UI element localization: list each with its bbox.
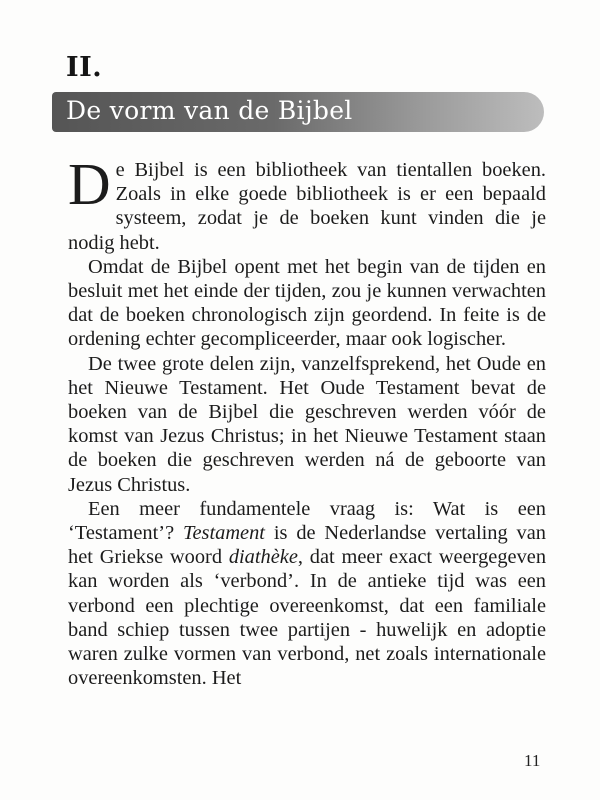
paragraph-4	[68, 497, 546, 691]
paragraph-1	[68, 151, 546, 255]
chapter-title: De vorm van de Bijbel	[66, 96, 353, 125]
paragraph-1-text: e Bijbel is een bibliotheek van tientallen boeken. Zoals in elke goede bibliotheek is er een bepaald systeem, zodat je de boeken kunt vinden die je nodig hebt.	[68, 159, 546, 254]
body-text	[68, 151, 547, 690]
emphasis-testament: Testament	[183, 522, 265, 545]
emphasis-diatheke: diathèke	[228, 546, 298, 569]
page-number: 11	[524, 751, 541, 770]
chapter-number: II.	[66, 52, 103, 83]
paragraph-3: De twee grote delen zijn, vanzelfsprekend, het Oude en het Nieuwe Testament. Het Oude Testament bevat de boeken van de Bijbel die geschreven werden vóór de komst van Jezus Christus; in het Nieuwe Testament staan de boeken die geschreven werden ná de geboorte van Jezus Christus.	[68, 352, 546, 496]
paragraph-4-part-3: , dat meer exact weergegeven kan worden als ‘verbond’. In de antieke tijd was een verbond een plechtige overeenkomst, dat een familiale band schiep tussen twee partijen - huwelijk en adoptie waren zulke vormen van verbond, net zoals internationale overeenkomsten. Het	[68, 546, 547, 690]
paragraph-2: Omdat de Bijbel opent met het begin van de tijden en besluit met het einde der tijden, zou je kunnen verwachten dat de boeken chronologisch zijn geordend. In feite is de ordening echter gecompliceerder, maar ook logischer.	[68, 255, 546, 351]
drop-cap: D	[68, 151, 111, 217]
paragraph-4-part-2: is de Nederlandse vertaling van het Griekse woord	[68, 522, 547, 569]
paragraph-4-part-1: Een meer fundamentele vraag is: Wat is een ‘Testament’?	[68, 497, 546, 545]
